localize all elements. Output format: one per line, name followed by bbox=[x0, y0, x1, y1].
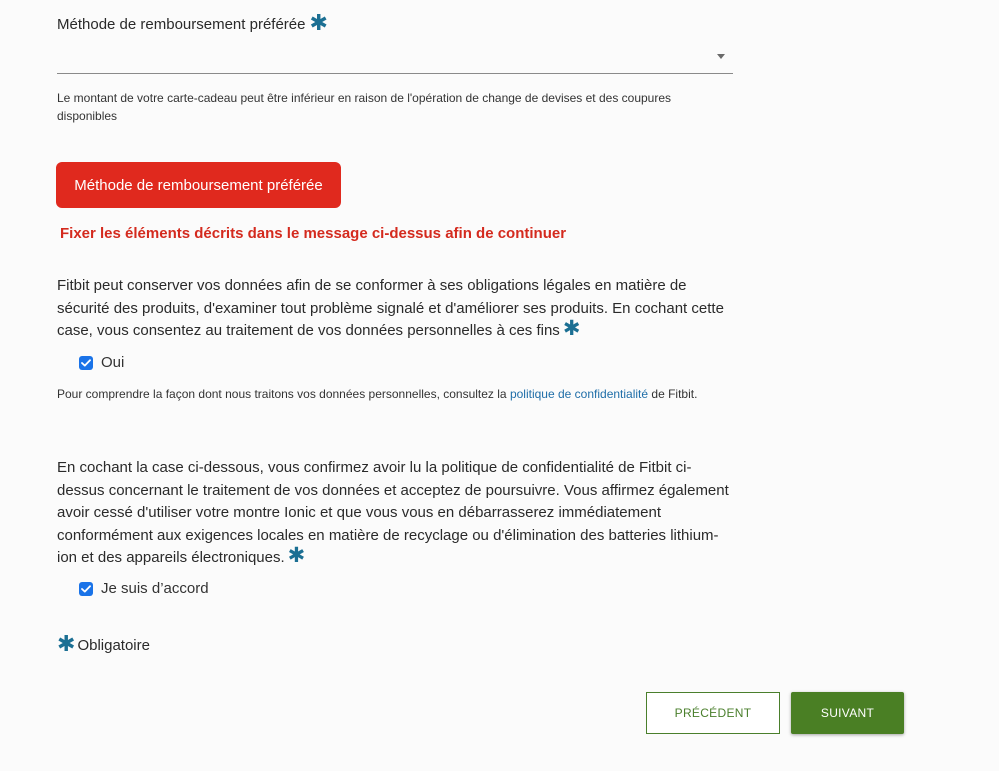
privacy-note bbox=[57, 387, 697, 401]
data-consent-text bbox=[57, 275, 737, 343]
refund-method-label bbox=[57, 11, 328, 36]
dropdown-caret-icon[interactable] bbox=[717, 54, 725, 59]
error-summary-label: Méthode de remboursement préférée bbox=[74, 176, 323, 194]
agreement-text bbox=[57, 457, 737, 570]
agreement-text-body: En cochant la case ci-dessous, vous confirmez avoir lu la politique de confidentialité de Fitbit ci-dessus concernant le traitement de vos données et acceptez de poursuivre. Vous affirmez également avoir cessé d'utiliser votre montre Ionic et que vous vous en débarrasserez immédiatement conformément aux exigences locales en matière de recyclage ou d'élimination des batteries lithium-ion et des appareils électroniques. bbox=[57, 459, 729, 566]
agree-label: Je suis d’accord bbox=[101, 580, 209, 597]
error-summary-box[interactable] bbox=[56, 162, 341, 208]
privacy-note-suffix: de Fitbit. bbox=[648, 387, 698, 401]
required-legend bbox=[57, 632, 150, 657]
privacy-note-prefix: Pour comprendre la façon dont nous traitons vos données personnelles, consultez la bbox=[57, 387, 510, 401]
refund-method-select[interactable] bbox=[57, 40, 733, 74]
consent-yes-checkbox[interactable] bbox=[79, 356, 93, 370]
required-asterisk-icon: ✱ bbox=[562, 316, 581, 340]
required-legend-label: Obligatoire bbox=[77, 636, 150, 654]
next-button-label: SUIVANT bbox=[820, 706, 875, 720]
required-asterisk-icon: ✱ bbox=[309, 11, 328, 36]
agree-checkbox-row[interactable] bbox=[79, 580, 209, 597]
refund-method-helper-text: Le montant de votre carte-cadeau peut être inférieur en raison de l'opération de change de devises et des coupures disponibles bbox=[57, 91, 672, 123]
checkmark-icon bbox=[81, 359, 91, 367]
consent-yes-label: Oui bbox=[101, 354, 125, 371]
required-asterisk-icon: ✱ bbox=[287, 543, 306, 567]
required-asterisk-icon: ✱ bbox=[57, 632, 76, 657]
next-button[interactable] bbox=[791, 692, 904, 734]
consent-yes-checkbox-row[interactable] bbox=[79, 354, 124, 371]
data-consent-text-body: Fitbit peut conserver vos données afin de se conformer à ses obligations légales en matière de sécurité des produits, d'examiner tout problème signalé et d'améliorer ses produits. En cochant cette case, vous consentez au traitement de vos données personnelles à ces fins bbox=[57, 277, 724, 339]
previous-button-label: PRÉCÉDENT bbox=[674, 706, 752, 720]
previous-button[interactable] bbox=[646, 692, 780, 734]
agree-checkbox[interactable] bbox=[79, 582, 93, 596]
privacy-policy-link[interactable]: politique de confidentialité bbox=[509, 387, 649, 401]
error-message: Fixer les éléments décrits dans le message ci-dessus afin de continuer bbox=[60, 225, 567, 242]
refund-method-label-text: Méthode de remboursement préférée bbox=[57, 15, 306, 33]
checkmark-icon bbox=[81, 585, 91, 593]
